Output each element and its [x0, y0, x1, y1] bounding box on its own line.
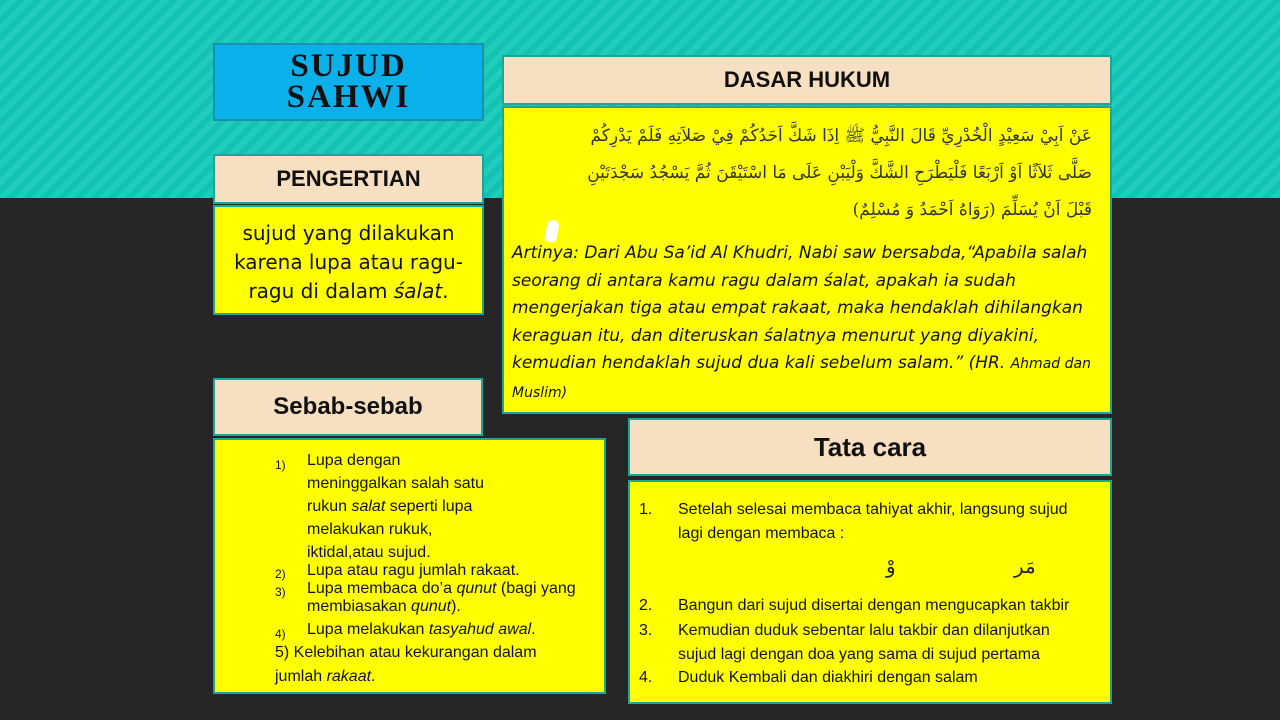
- sebab-item-3-text-a: Lupa membaca do’a: [307, 580, 457, 597]
- sebab-item-1-italic: salat: [351, 498, 386, 515]
- sebab-item-1-line-2: meninggalkan salah satu: [307, 475, 485, 492]
- sebab-item-3-line-2-italic: qunut: [411, 598, 452, 615]
- sebab-heading: Sebab-sebab: [213, 378, 483, 436]
- tata-item-1-num: 1.: [639, 501, 653, 518]
- sebab-item-4-line: [307, 619, 536, 641]
- sebab-item-3-line-2-text: membiasakan: [307, 598, 412, 615]
- pengertian-line-3-end: .: [442, 279, 449, 303]
- tata-item-1-line-2: lagi dengan membaca :: [678, 525, 845, 542]
- title-box: [213, 43, 484, 121]
- sebab-item-1-line-3: [307, 496, 567, 518]
- hadith-source: Ahmad dan Muslim): [512, 356, 1091, 401]
- pengertian-line-1: sujud yang dilakukan: [242, 221, 455, 245]
- sebab-item-2-num: 2): [275, 567, 286, 581]
- sebab-item-5-text: Kelebihan atau kekurangan dalam: [289, 644, 537, 661]
- sebab-item-1-num: 1): [275, 458, 286, 472]
- sebab-item-3-line-2-end: ).: [451, 598, 461, 615]
- dasar-hukum-heading: DASAR HUKUM: [502, 55, 1112, 105]
- sebab-item-5-italic: rakaat: [326, 668, 372, 685]
- tata-cara-heading: Tata cara: [628, 418, 1112, 476]
- sebab-item-4-num: 4): [275, 627, 286, 641]
- tata-arabic-fragment-1: وْ: [886, 554, 896, 578]
- sebab-item-3-line-2: [307, 598, 607, 616]
- tata-item-4-num: 4.: [639, 669, 653, 686]
- sebab-body: [213, 438, 606, 694]
- sebab-item-4-text-b: .: [531, 621, 536, 638]
- tata-arabic-fragment-2: مَر: [1014, 554, 1036, 578]
- sebab-item-5-num: 5): [275, 644, 290, 661]
- sebab-item-1-line-1: Lupa dengan: [307, 452, 401, 469]
- tata-item-2-num: 2.: [639, 597, 653, 614]
- pengertian-italic-word: śalat: [393, 279, 443, 303]
- hadith-arabic-text: [532, 118, 1092, 229]
- sebab-item-1-line-3-end: seperti lupa: [385, 498, 473, 515]
- sebab-item-1-line-4: melakukan rukuk,: [307, 521, 433, 538]
- pengertian-line-3: [215, 277, 482, 306]
- sebab-item-4-text-a: Lupa melakukan: [307, 621, 429, 638]
- sebab-item-3-line-1: [307, 580, 607, 598]
- hadith-translation: [512, 240, 1102, 408]
- sebab-item-5-line-1: [275, 641, 537, 665]
- sebab-item-5-line-2-text: jumlah: [275, 668, 327, 685]
- sebab-item-3-text-b: (bagi yang: [496, 580, 576, 597]
- tata-item-3-line-2: sujud lagi dengan doa yang sama di sujud pertama: [678, 646, 1041, 663]
- pengertian-heading: PENGERTIAN: [213, 154, 484, 204]
- title-line-2: SAHWI: [286, 79, 411, 115]
- dasar-hukum-body: [502, 106, 1112, 414]
- pengertian-body: [213, 205, 484, 315]
- sebab-item-5-line-2: [275, 665, 537, 689]
- sebab-item-3-italic: qunut: [456, 580, 497, 597]
- sebab-item-3-num: 3): [275, 585, 286, 599]
- sebab-item-4-italic: tasyahud awal: [428, 621, 532, 638]
- tata-item-3-num: 3.: [639, 622, 653, 639]
- sebab-item-5-line-2-end: .: [371, 668, 376, 685]
- sebab-item-2-text: Lupa atau ragu jumlah rakaat.: [307, 562, 520, 579]
- sebab-item-1-line-5: iktidal,atau sujud.: [307, 544, 431, 561]
- pengertian-line-3-text: ragu di dalam: [248, 279, 394, 303]
- pengertian-line-2: karena lupa atau ragu-: [234, 250, 463, 274]
- tata-item-4-text: Duduk Kembali dan diakhiri dengan salam: [678, 669, 978, 686]
- sebab-item-1-line-3-text: rukun: [307, 498, 352, 515]
- tata-cara-body: [628, 480, 1112, 704]
- tata-item-3-text: [678, 619, 1098, 667]
- hadith-translation-text: Artinya: Dari Abu Sa’id Al Khudri, Nabi saw bersabda,“Apabila salah seorang di antara kamu ragu dalam śalat, apakah ia sudah mengerjakan tiga atau empat rakaat, maka hendaklah dihilangkan keraguan itu, dan diteruskan śalatnya menurut yang diyakini, kemudian hendaklah sujud dua kali sebelum salam.” (HR.: [512, 243, 1088, 374]
- title-line-1: SUJUD: [290, 48, 407, 84]
- tata-item-2-text: Bangun dari sujud disertai dengan mengucapkan takbir: [678, 597, 1070, 614]
- tata-item-1-line-1: Setelah selesai membaca tahiyat akhir, langsung sujud: [678, 501, 1068, 518]
- hadith-arabic-line-1: عَنْ اَبِيْ سَعِيْدٍ الْخُدْرِيِّ قَالَ النَّبِيُّ ﷺ اِذَا شَكَّ اَحَدُكُمْ فِيْ صَلاَتِهِ فَلَمْ يَدْرِكُمْ: [590, 126, 1092, 146]
- sebab-item-5: [275, 641, 537, 689]
- hadith-arabic-line-3: قَبْلَ اَنْ يُسَلِّمَ (رَوَاهُ اَحْمَدُ وَ مُسْلِمٌ): [852, 200, 1092, 220]
- tata-item-1-text: [678, 498, 1098, 546]
- hadith-arabic-line-2: صَلَّى ثَلاَثًا اَوْ اَرْبَعًا فَلْيَطْرَحِ الشَّكَّ وَلْيَبْنِ عَلَى مَا اسْتَيْقَنَ ثُمَّ يَسْجُدُ سَجْدَتَيْنِ: [587, 163, 1092, 183]
- tata-item-3-line-1: Kemudian duduk sebentar lalu takbir dan dilanjutkan: [678, 622, 1050, 639]
